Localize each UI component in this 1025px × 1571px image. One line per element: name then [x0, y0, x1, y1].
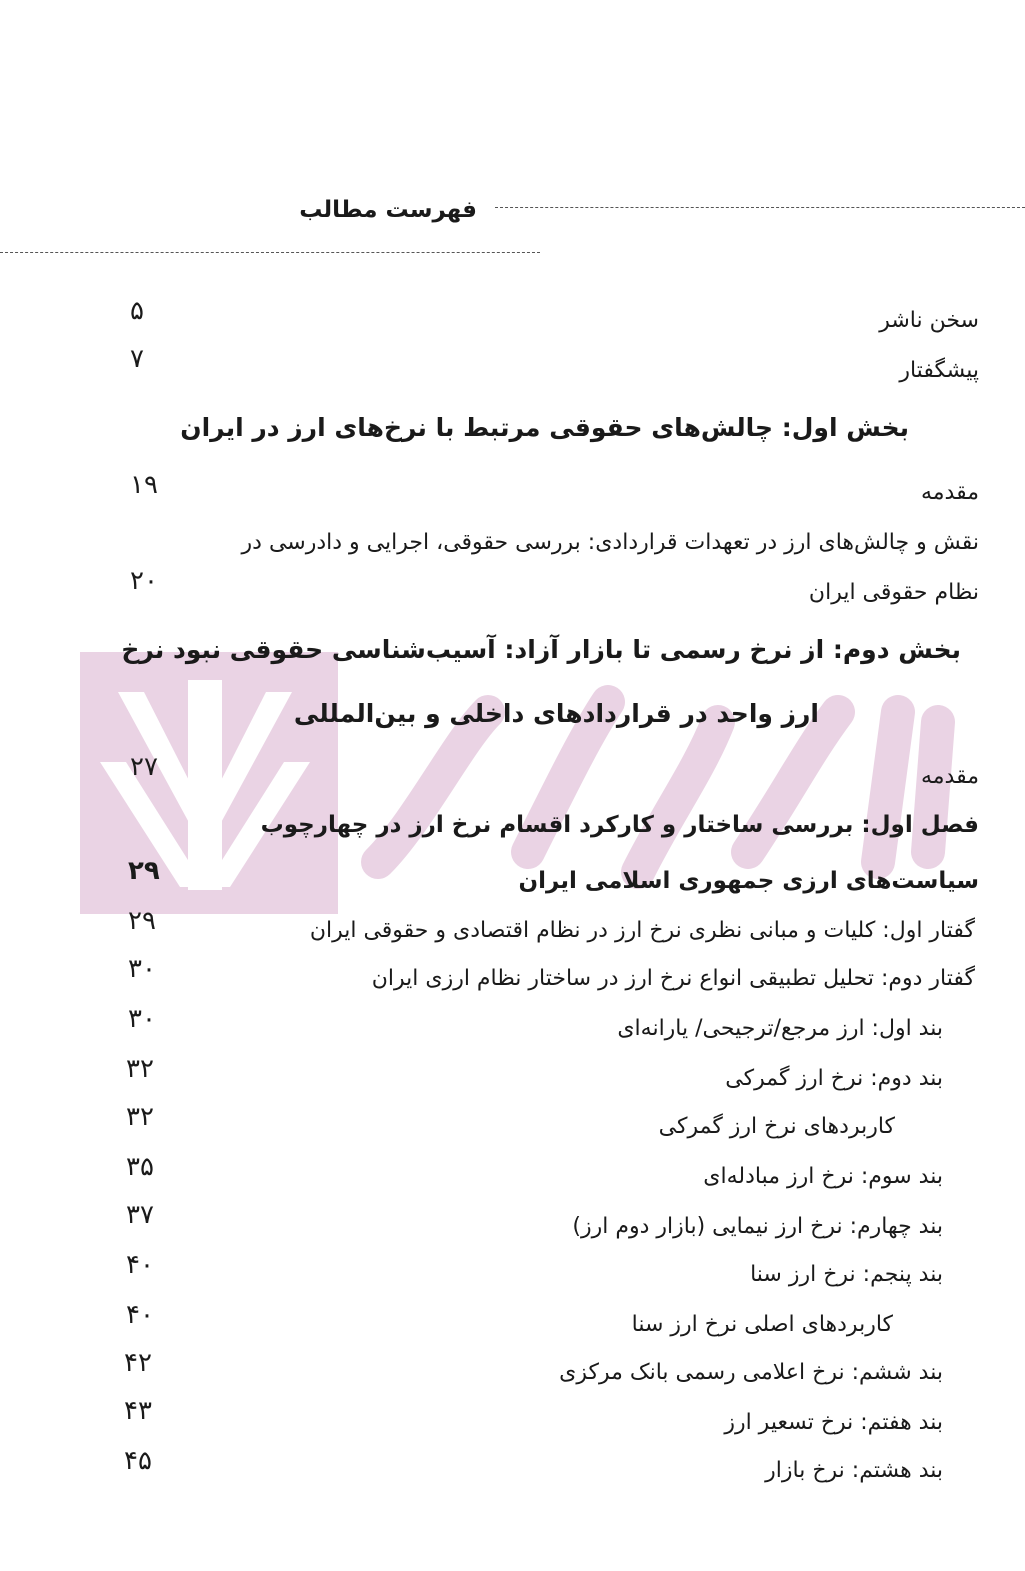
toc-page-number: ۳۰	[128, 954, 156, 984]
toc-entry: کاربردهای اصلی نرخ ارز سنا	[631, 1312, 893, 1337]
part-heading-continuation: ارز واحد در قراردادهای داخلی و بین‌المللی	[293, 699, 819, 728]
watermark-logo-icon	[80, 652, 338, 914]
toc-page-number: ۳۲	[126, 1102, 154, 1132]
toc-page-number: ۲۰	[130, 566, 158, 596]
toc-page-number: ۳۰	[128, 1004, 156, 1034]
toc-page-number: ۷	[130, 344, 144, 374]
toc-page-number: ۳۲	[126, 1054, 154, 1084]
header-rule-right	[495, 207, 1025, 208]
toc-page-number: ۴۰	[126, 1250, 154, 1280]
toc-page-number: ۴۳	[124, 1396, 152, 1426]
toc-page-number: ۴۰	[126, 1300, 154, 1330]
toc-entry: سخن ناشر	[879, 308, 979, 333]
page-title: فهرست مطالب	[299, 197, 477, 223]
toc-entry: گفتار اول: کلیات و مبانی نظری نرخ ارز در نظام اقتصادی و حقوقی ایران	[309, 918, 975, 943]
toc-page-number: ۳۵	[126, 1152, 154, 1182]
toc-entry: بند اول: ارز مرجع/ترجیحی/ یارانه‌ای	[617, 1016, 943, 1041]
toc-entry: بند چهارم: نرخ ارز نیمایی (بازار دوم ارز)	[572, 1214, 943, 1239]
toc-entry: مقدمه	[920, 480, 979, 505]
toc-entry: بند هفتم: نرخ تسعیر ارز	[724, 1410, 943, 1435]
toc-entry: کاربردهای نرخ ارز گمرکی	[658, 1114, 895, 1139]
toc-page-number: ۲۹	[128, 856, 160, 886]
toc-page-number: ۵	[130, 296, 144, 326]
toc-entry: بند دوم: نرخ ارز گمرکی	[725, 1066, 943, 1091]
header-rule-left	[0, 252, 540, 253]
toc-page-number: ۳۷	[126, 1200, 154, 1230]
toc-entry: نقش و چالش‌های ارز در تعهدات قراردادی: بررسی حقوقی، اجرایی و دادرسی در	[241, 530, 979, 555]
toc-page-number: ۴۲	[124, 1348, 152, 1378]
chapter-heading: فصل اول: بررسی ساختار و کارکرد اقسام نرخ ارز در چهارچوب	[260, 812, 979, 838]
toc-entry: بند سوم: نرخ ارز مبادله‌ای	[703, 1164, 943, 1189]
part-heading: بخش دوم: از نرخ رسمی تا بازار آزاد: آسیب‌شناسی حقوقی نبود نرخ	[121, 635, 961, 664]
toc-entry: بند پنجم: نرخ ارز سنا	[750, 1262, 943, 1287]
toc-page-number: ۲۹	[128, 906, 156, 936]
toc-entry-continuation: نظام حقوقی ایران	[808, 580, 979, 605]
toc-page-number: ۱۹	[130, 470, 158, 500]
toc-entry: بند ششم: نرخ اعلامی رسمی بانک مرکزی	[559, 1360, 943, 1385]
toc-entry: بند هشتم: نرخ بازار	[765, 1458, 943, 1483]
toc-entry: پیشگفتار	[899, 358, 979, 383]
toc-entry: مقدمه	[920, 764, 979, 789]
toc-page-number: ۲۷	[130, 752, 158, 782]
toc-page-number: ۴۵	[124, 1446, 152, 1476]
chapter-heading-continuation: سیاست‌های ارزی جمهوری اسلامی ایران	[518, 868, 979, 894]
part-heading: بخش اول: چالش‌های حقوقی مرتبط با نرخ‌های ارز در ایران	[180, 413, 909, 442]
toc-entry: گفتار دوم: تحلیل تطبیقی انواع نرخ ارز در ساختار نظام ارزی ایران	[371, 966, 975, 991]
